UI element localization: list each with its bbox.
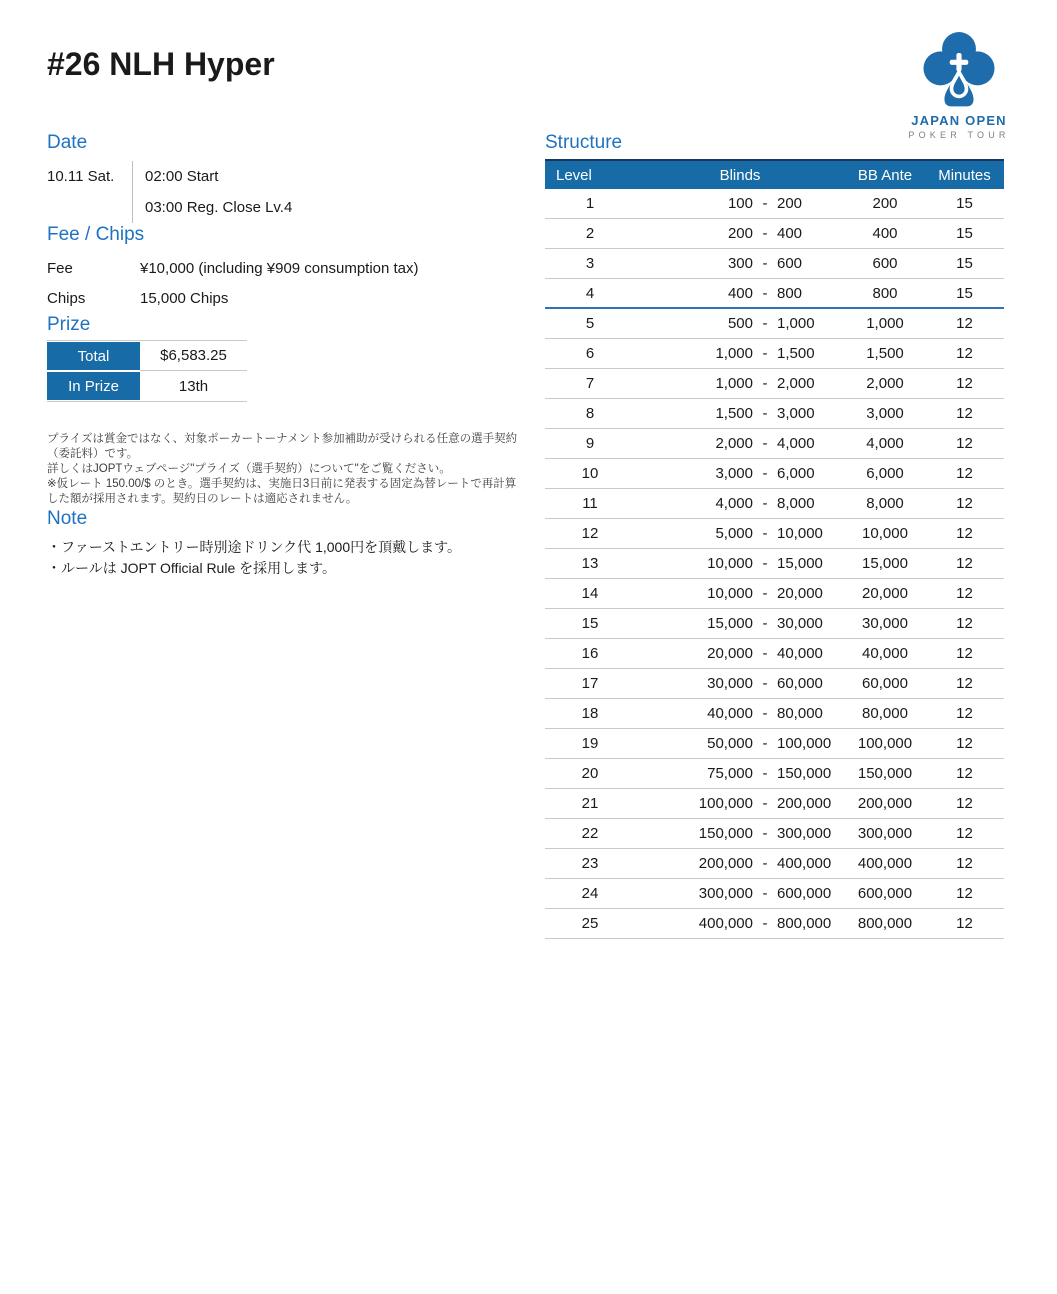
structure-bb-ante: 40,000	[862, 645, 908, 662]
prize-total-value: $6,583.25	[140, 341, 247, 371]
structure-row	[545, 339, 1004, 369]
structure-minutes: 12	[956, 315, 973, 332]
structure-blinds	[635, 675, 845, 692]
structure-level: 16	[581, 645, 599, 662]
structure-minutes: 12	[956, 645, 973, 662]
structure-bb-ante: 10,000	[862, 525, 908, 542]
structure-blinds-separator: -	[762, 405, 768, 422]
date-times	[132, 161, 292, 223]
structure-level: 23	[581, 855, 599, 872]
structure-table-header	[545, 161, 1004, 189]
structure-bb-ante: 80,000	[862, 705, 908, 722]
structure-level: 19	[581, 735, 599, 752]
structure-small-blind: 75,000	[707, 765, 753, 782]
structure-blinds-separator: -	[762, 855, 768, 872]
prize-inprize-row	[47, 371, 247, 401]
disclaimer-line: 詳しくはJOPTウェブページ"プライズ（選手契約）について"をご覧ください。	[47, 463, 451, 475]
structure-minutes: 12	[956, 615, 973, 632]
structure-row	[545, 189, 1004, 219]
structure-blinds-separator: -	[762, 645, 768, 662]
structure-level: 8	[585, 405, 595, 422]
structure-row	[545, 819, 1004, 849]
structure-level: 11	[582, 495, 598, 512]
structure-blinds	[635, 585, 845, 602]
structure-blinds	[635, 225, 845, 242]
disclaimer-line: プライズは賞金ではなく、対象ポーカートーナメント参加補助が受けられる任意の選手契約（委託料）です。	[47, 433, 518, 460]
structure-small-blind: 1,500	[715, 405, 753, 422]
structure-blinds-separator: -	[762, 195, 768, 212]
structure-blinds-separator: -	[762, 765, 768, 782]
structure-minutes: 12	[956, 345, 973, 362]
structure-level: 25	[581, 915, 599, 932]
structure-big-blind: 600	[777, 255, 803, 272]
structure-small-blind: 3,000	[715, 465, 753, 482]
structure-row	[545, 639, 1004, 669]
structure-blinds-separator: -	[762, 675, 768, 692]
start-time: 02:00 Start	[145, 168, 219, 185]
structure-row	[545, 399, 1004, 429]
prize-inprize-value: 13th	[178, 377, 209, 395]
structure-blinds	[635, 885, 845, 902]
structure-blinds	[635, 195, 845, 212]
column-header-minutes: Minutes	[938, 166, 991, 184]
structure-row	[545, 369, 1004, 399]
structure-bb-ante: 300,000	[857, 825, 913, 842]
structure-bb-ante: 1,000	[866, 315, 904, 332]
fee-value: ¥10,000 (including ¥909 consumption tax)	[140, 259, 419, 277]
structure-row	[545, 489, 1004, 519]
structure-big-blind: 800	[777, 284, 803, 302]
structure-level: 20	[581, 765, 599, 782]
structure-level: 24	[581, 885, 599, 902]
structure-small-blind: 40,000	[707, 705, 753, 722]
info-column	[47, 131, 519, 579]
structure-blinds	[635, 735, 845, 752]
chips-label: Chips	[47, 289, 86, 307]
chips-value: 15,000 Chips	[140, 289, 229, 307]
structure-blinds-separator: -	[762, 705, 768, 722]
structure-level: 5	[585, 315, 595, 332]
structure-bb-ante: 600	[872, 255, 898, 272]
structure-blinds	[635, 765, 845, 782]
structure-small-blind: 10,000	[707, 585, 753, 602]
structure-row	[545, 309, 1004, 339]
disclaimer-line: ※仮レート 150.00/$ のとき。選手契約は、実施日3日前に発表する固定為替レートで再計算した額が採用されます。契約日のレートは適応されません。	[47, 478, 517, 505]
fee-chips-heading: Fee / Chips	[47, 224, 145, 245]
date-value: 10.11 Sat.	[47, 168, 115, 185]
structure-big-blind: 60,000	[777, 675, 823, 692]
prize-inprize-label: In Prize	[47, 372, 140, 400]
structure-blinds-separator: -	[762, 585, 768, 602]
structure-blinds-separator: -	[762, 825, 768, 842]
structure-big-blind: 300,000	[777, 825, 832, 842]
structure-blinds	[635, 705, 845, 722]
structure-bb-ante: 200,000	[857, 795, 913, 812]
note-heading: Note	[47, 508, 88, 529]
column-header-level: Level	[556, 166, 592, 184]
column-header-blinds: Blinds	[719, 166, 761, 184]
structure-row	[545, 279, 1004, 309]
structure-blinds	[635, 255, 845, 272]
structure-small-blind: 200,000	[698, 855, 753, 872]
structure-level: 21	[581, 795, 599, 812]
fee-row	[47, 253, 519, 283]
structure-blinds	[635, 825, 845, 842]
logo-text-japan-open: JAPAN OPEN	[911, 113, 1007, 128]
structure-row	[545, 669, 1004, 699]
structure-row	[545, 429, 1004, 459]
structure-blinds-separator: -	[762, 495, 768, 512]
structure-minutes: 12	[956, 825, 973, 842]
prize-total-row	[47, 341, 247, 371]
structure-level: 2	[585, 225, 595, 242]
structure-minutes: 12	[956, 705, 973, 722]
structure-small-blind: 10,000	[707, 555, 753, 572]
structure-row	[545, 549, 1004, 579]
structure-level: 4	[585, 284, 595, 302]
structure-blinds	[635, 405, 845, 422]
structure-small-blind: 300,000	[698, 885, 753, 902]
structure-row	[545, 849, 1004, 879]
structure-level: 14	[581, 585, 599, 602]
structure-small-blind: 150,000	[698, 825, 753, 842]
structure-big-blind: 30,000	[777, 615, 823, 632]
structure-blinds	[635, 495, 845, 512]
structure-level: 15	[581, 615, 599, 632]
structure-big-blind: 1,000	[777, 315, 815, 332]
structure-blinds	[635, 555, 845, 572]
structure-big-blind: 40,000	[777, 645, 823, 662]
structure-big-blind: 600,000	[777, 885, 832, 902]
structure-bb-ante: 6,000	[866, 465, 904, 482]
structure-big-blind: 8,000	[777, 495, 815, 512]
structure-blinds-separator: -	[762, 284, 768, 302]
structure-blinds-separator: -	[762, 525, 768, 542]
column-header-bb-ante: BB Ante	[857, 166, 913, 184]
structure-level: 1	[585, 195, 595, 212]
chips-row	[47, 283, 519, 313]
prize-heading: Prize	[47, 314, 91, 335]
structure-minutes: 12	[956, 465, 973, 482]
structure-bb-ante: 60,000	[862, 675, 908, 692]
structure-blinds	[635, 375, 845, 392]
structure-big-blind: 6,000	[777, 465, 815, 482]
structure-level: 7	[585, 375, 595, 392]
note-items	[47, 537, 519, 579]
structure-minutes: 12	[956, 735, 973, 752]
structure-minutes: 12	[956, 885, 973, 902]
structure-big-blind: 200	[777, 195, 803, 212]
structure-bb-ante: 1,500	[866, 345, 904, 362]
date-table	[47, 161, 519, 223]
structure-bb-ante: 200	[872, 195, 898, 212]
structure-level: 12	[581, 525, 599, 542]
structure-big-blind: 3,000	[777, 405, 815, 422]
structure-row	[545, 249, 1004, 279]
structure-level: 18	[581, 705, 599, 722]
structure-small-blind: 300	[727, 255, 753, 272]
structure-bb-ante: 800	[872, 284, 898, 302]
fee-chips-table	[47, 253, 519, 313]
structure-big-blind: 10,000	[777, 525, 823, 542]
structure-level: 3	[585, 255, 595, 272]
structure-blinds-separator: -	[762, 615, 768, 632]
structure-small-blind: 30,000	[707, 675, 753, 692]
logo-text-poker-tour: POKER TOUR	[908, 130, 1010, 140]
structure-small-blind: 2,000	[715, 435, 753, 452]
structure-blinds-separator: -	[762, 735, 768, 752]
structure-small-blind: 15,000	[707, 615, 753, 632]
structure-blinds	[635, 645, 845, 662]
structure-blinds	[635, 465, 845, 482]
structure-minutes: 12	[956, 585, 973, 602]
structure-big-blind: 200,000	[777, 795, 832, 812]
structure-level: 9	[585, 435, 595, 452]
structure-small-blind: 20,000	[707, 645, 753, 662]
prize-total-label: Total	[47, 342, 140, 370]
structure-bb-ante: 3,000	[866, 405, 904, 422]
structure-big-blind: 100,000	[777, 735, 832, 752]
club-suit-icon	[918, 28, 1000, 112]
structure-row	[545, 759, 1004, 789]
structure-minutes: 12	[956, 915, 973, 932]
structure-minutes: 12	[956, 525, 973, 542]
date-heading: Date	[47, 132, 88, 153]
structure-row	[545, 909, 1004, 939]
structure-minutes: 12	[956, 555, 973, 572]
structure-big-blind: 400	[777, 225, 803, 242]
structure-bb-ante: 4,000	[866, 435, 904, 452]
structure-big-blind: 2,000	[777, 375, 815, 392]
structure-minutes: 12	[956, 765, 973, 782]
structure-row	[545, 609, 1004, 639]
structure-blinds-separator: -	[762, 315, 768, 332]
structure-table	[545, 159, 1004, 939]
structure-row	[545, 729, 1004, 759]
structure-blinds-separator: -	[762, 795, 768, 812]
structure-small-blind: 1,000	[715, 345, 753, 362]
structure-blinds-separator: -	[762, 465, 768, 482]
structure-big-blind: 4,000	[777, 435, 815, 452]
structure-blinds-separator: -	[762, 915, 768, 932]
structure-row	[545, 789, 1004, 819]
structure-big-blind: 1,500	[777, 345, 815, 362]
structure-bb-ante: 20,000	[862, 585, 908, 602]
structure-bb-ante: 800,000	[857, 915, 913, 932]
structure-bb-ante: 15,000	[862, 555, 908, 572]
structure-blinds-separator: -	[762, 435, 768, 452]
structure-big-blind: 15,000	[777, 555, 823, 572]
structure-minutes: 15	[956, 255, 973, 272]
structure-bb-ante: 400	[872, 225, 898, 242]
structure-blinds	[635, 345, 845, 362]
structure-bb-ante: 30,000	[862, 615, 908, 632]
structure-minutes: 12	[956, 405, 973, 422]
structure-blinds	[635, 285, 845, 302]
structure-big-blind: 400,000	[777, 855, 832, 872]
structure-small-blind: 100	[727, 195, 753, 212]
structure-minutes: 12	[956, 375, 973, 392]
structure-row	[545, 579, 1004, 609]
structure-blinds	[635, 795, 845, 812]
structure-bb-ante: 8,000	[866, 495, 904, 512]
fee-label: Fee	[47, 259, 73, 277]
structure-row	[545, 699, 1004, 729]
structure-small-blind: 4,000	[715, 495, 753, 512]
structure-blinds-separator: -	[762, 555, 768, 572]
structure-blinds	[635, 915, 845, 932]
structure-small-blind: 400	[727, 284, 753, 302]
note-item: ・ファーストエントリー時別途ドリンク代 1,000円を頂戴します。	[47, 539, 461, 555]
structure-minutes: 12	[956, 675, 973, 692]
structure-big-blind: 800,000	[777, 915, 832, 932]
structure-small-blind: 5,000	[715, 525, 753, 542]
page-title: #26 NLH Hyper	[47, 46, 275, 82]
structure-heading: Structure	[545, 132, 623, 153]
structure-row	[545, 879, 1004, 909]
prize-table	[47, 340, 247, 402]
structure-bb-ante: 600,000	[857, 885, 913, 902]
structure-blinds-separator: -	[762, 375, 768, 392]
structure-bb-ante: 100,000	[857, 735, 913, 752]
structure-minutes: 12	[956, 855, 973, 872]
structure-big-blind: 20,000	[777, 585, 823, 602]
structure-blinds	[635, 525, 845, 542]
structure-bb-ante: 400,000	[857, 855, 913, 872]
structure-blinds-separator: -	[762, 225, 768, 242]
structure-blinds-separator: -	[762, 345, 768, 362]
structure-small-blind: 100,000	[698, 795, 753, 812]
structure-minutes: 15	[956, 284, 973, 302]
structure-bb-ante: 150,000	[857, 765, 913, 782]
structure-row	[545, 519, 1004, 549]
structure-minutes: 12	[956, 495, 973, 512]
structure-minutes: 12	[956, 795, 973, 812]
structure-column	[545, 131, 1004, 939]
structure-minutes: 15	[956, 225, 973, 242]
structure-level: 10	[581, 465, 599, 482]
structure-level: 22	[581, 825, 599, 842]
structure-big-blind: 150,000	[777, 765, 832, 782]
structure-table-body	[545, 189, 1004, 939]
structure-small-blind: 50,000	[707, 735, 753, 752]
structure-small-blind: 1,000	[715, 375, 753, 392]
structure-level: 13	[581, 555, 599, 572]
prize-disclaimer	[47, 432, 519, 507]
structure-blinds	[635, 615, 845, 632]
structure-row	[545, 459, 1004, 489]
structure-level: 17	[581, 675, 599, 692]
structure-blinds-separator: -	[762, 255, 768, 272]
jopt-logo	[903, 28, 1015, 140]
structure-blinds	[635, 855, 845, 872]
structure-blinds	[635, 435, 845, 452]
reg-close-time: 03:00 Reg. Close Lv.4	[145, 199, 293, 216]
structure-blinds	[635, 315, 845, 332]
structure-level: 6	[585, 345, 595, 362]
structure-small-blind: 400,000	[698, 915, 753, 932]
structure-minutes: 12	[956, 435, 973, 452]
structure-bb-ante: 2,000	[866, 375, 904, 392]
structure-row	[545, 219, 1004, 249]
structure-minutes: 15	[956, 195, 973, 212]
structure-blinds-separator: -	[762, 885, 768, 902]
structure-big-blind: 80,000	[777, 705, 823, 722]
note-item: ・ルールは JOPT Official Rule を採用します。	[47, 560, 337, 576]
structure-small-blind: 500	[727, 315, 753, 332]
structure-small-blind: 200	[727, 225, 753, 242]
